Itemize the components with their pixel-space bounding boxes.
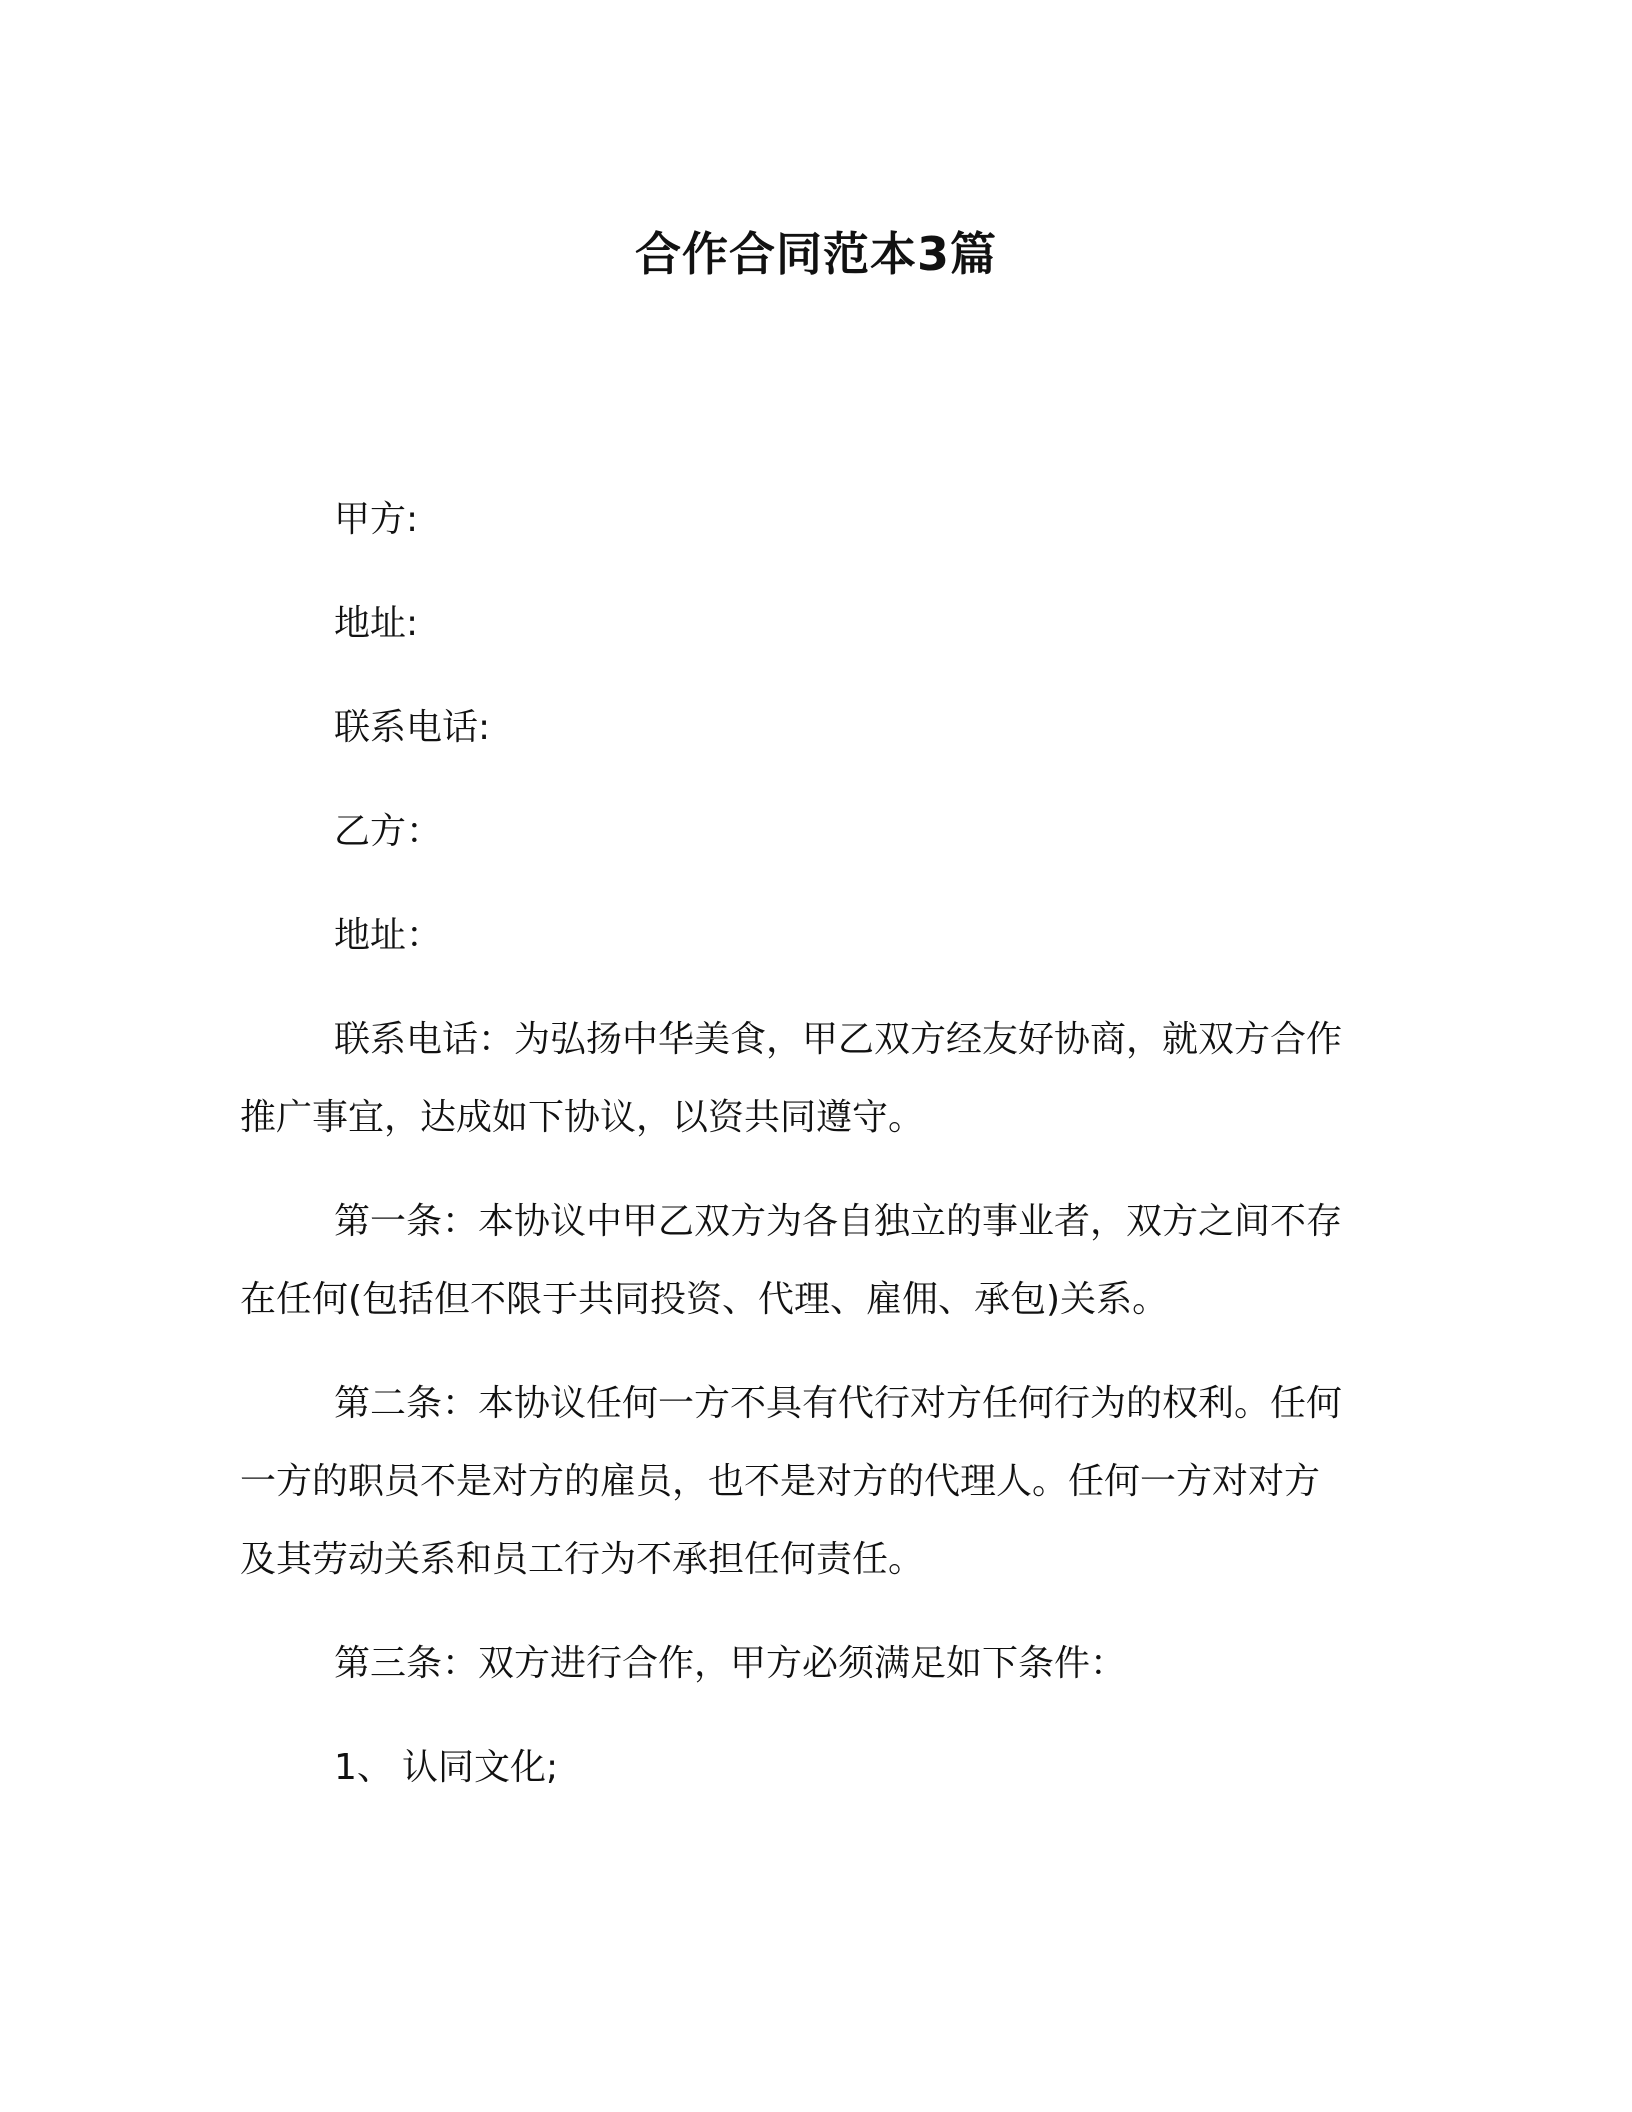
list-item-number: 1、: [334, 1747, 393, 1788]
article-2-line-1: 第二条：本协议任何一方不具有代行对方任何行为的权利。任何: [334, 1383, 1343, 1424]
party-b-address-label: 地址：: [334, 915, 443, 956]
article-1-line-2: 在任何(包括但不限于共同投资、代理、雇佣、承包)关系。: [240, 1279, 1169, 1320]
article-2-line-2: 一方的职员不是对方的雇员，也不是对方的代理人。任何一方对对方: [240, 1461, 1321, 1502]
party-a-label: 甲方:: [334, 499, 419, 540]
list-item-text: 认同文化;: [402, 1747, 559, 1788]
intro-paragraph-line-1: 联系电话：为弘扬中华美食，甲乙双方经友好协商，就双方合作: [334, 1019, 1343, 1060]
article-2-line-3: 及其劳动关系和员工行为不承担任何责任。: [240, 1539, 925, 1580]
article-1-line-1: 第一条：本协议中甲乙双方为各自独立的事业者，双方之间不存: [334, 1201, 1343, 1242]
document-title: 合作合同范本3篇: [634, 227, 997, 281]
party-a-address-label: 地址:: [334, 603, 419, 644]
intro-paragraph-line-2: 推广事宜，达成如下协议，以资共同遵守。: [240, 1097, 925, 1138]
party-b-label: 乙方：: [334, 811, 443, 852]
list-item-1: [334, 1742, 558, 1794]
article-3-line-1: 第三条：双方进行合作，甲方必须满足如下条件：: [334, 1643, 1127, 1684]
party-a-phone-label: 联系电话:: [334, 707, 491, 748]
